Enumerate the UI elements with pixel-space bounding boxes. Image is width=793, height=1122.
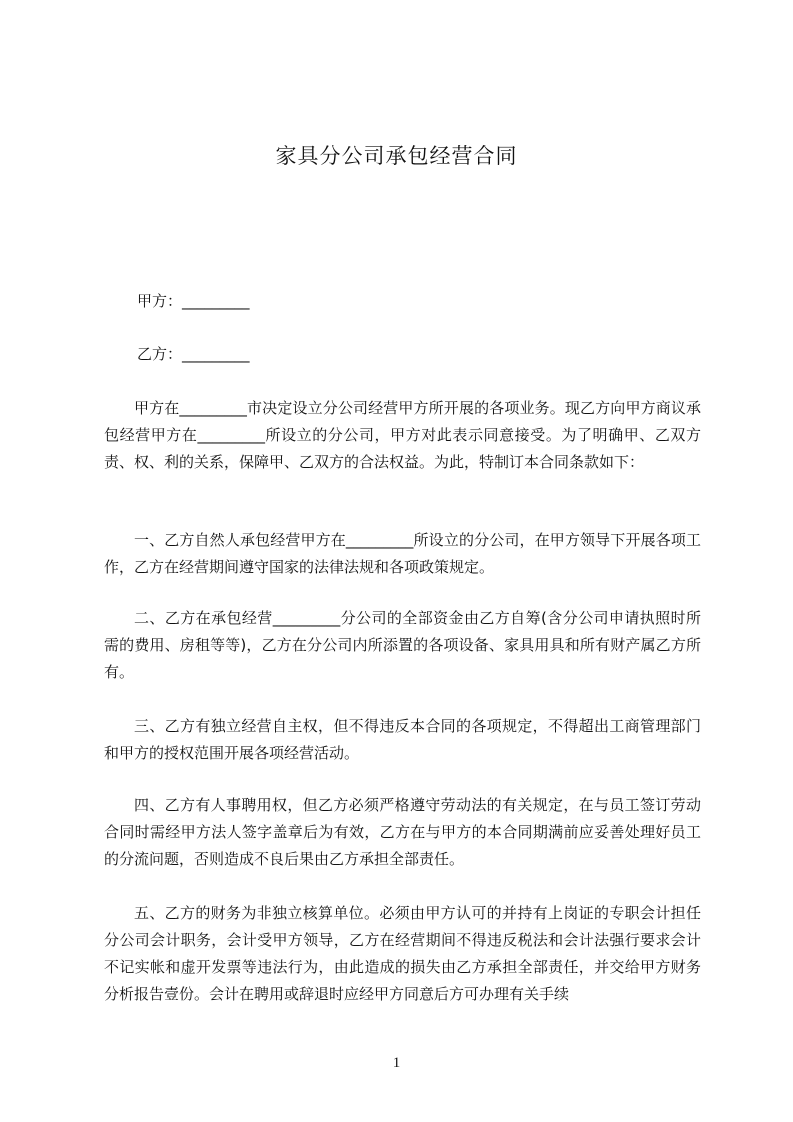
- intro-paragraph: 甲方在_________市决定设立分公司经营甲方所开展的各项业务。现乙方向甲方商议承包经营甲方在_________所设立的分公司，甲方对此表示同意接受。为了明确甲、乙双方责、权、利的关系，保障甲、乙双方的合法权益。为此，特制订本合同条款如下：: [104, 399, 701, 471]
- party-b-line: 乙方：_________: [137, 345, 250, 363]
- clause-4-paragraph: 四、乙方有人事聘用权，但乙方必须严格遵守劳动法的有关规定，在与员工签订劳动合同时需经甲方法人签字盖章后为有效，乙方在与甲方的本合同期满前应妥善处理好员工的分流问题，否则造成不良后果由乙方承担全部责任。: [104, 796, 701, 868]
- clause-1-paragraph: 一、乙方自然人承包经营甲方在_________所设立的分公司，在甲方领导下开展各项工作，乙方在经营期间遵守国家的法律法规和各项政策规定。: [104, 531, 701, 576]
- party-a-line: 甲方：_________: [137, 292, 250, 310]
- clause-3-paragraph: 三、乙方有独立经营自主权，但不得违反本合同的各项规定，不得超出工商管理部门和甲方的授权范围开展各项经营活动。: [104, 717, 701, 762]
- clause-2-paragraph: 二、乙方在承包经营_________分公司的全部资金由乙方自筹(含分公司申请执照时所需的费用、房租等等)，乙方在分公司内所添置的各项设备、家具用具和所有财产属乙方所有。: [104, 609, 701, 681]
- document-title: 家具分公司承包经营合同: [275, 144, 518, 168]
- page-number: 1: [392, 1055, 401, 1071]
- clause-5-paragraph: 五、乙方的财务为非独立核算单位。必须由甲方认可的并持有上岗证的专职会计担任分公司会计职务，会计受甲方领导，乙方在经营期间不得违反税法和会计法强行要求会计不记实帐和虚开发票等违法行为，由此造成的损失由乙方承担全部责任，并交给甲方财务分析报告壹份。会计在聘用或辞退时应经甲方同意后方可办理有关手续: [104, 904, 701, 1003]
